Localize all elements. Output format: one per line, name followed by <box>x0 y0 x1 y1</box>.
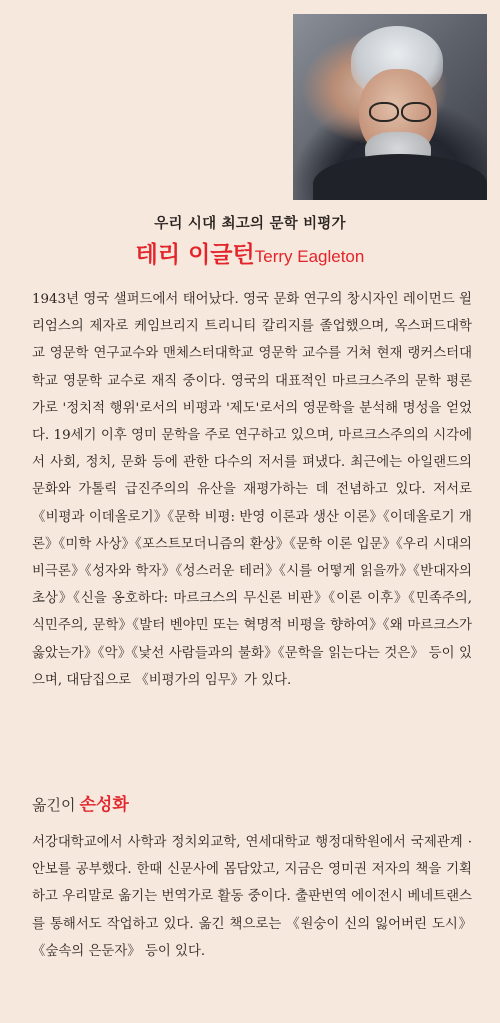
translator-heading <box>32 790 129 815</box>
translator-name: 손성화 <box>79 795 129 815</box>
author-photo <box>293 14 487 200</box>
translator-biography: 서강대학교에서 사학과 정치외교학, 연세대학교 행정대학원에서 국제관계 · 안보를 공부했다. 한때 신문사에 몸담았고, 지금은 영미권 저자의 책을 기획하고 우리말로 옮기는 번역가로 활동 중이다. 출판번역 에이전시 베네트랜스를 통해서도 작업하고 있다. 옮긴 책으로는 《원숭이 신의 잃어버린 도시》《숲속의 은둔자》 등이 있다. <box>32 835 472 959</box>
author-name <box>0 236 500 269</box>
author-name-english: Terry Eagleton <box>254 247 365 266</box>
author-name-korean: 테리 이글턴 <box>135 242 255 268</box>
author-subtitle: 우리 시대 최고의 문학 비평가 <box>154 216 346 232</box>
author-biography: 1943년 영국 샐퍼드에서 태어났다. 영국 문화 연구의 창시자인 레이먼드 윌리엄스의 제자로 케임브리지 트리니티 칼리지를 졸업했으며, 옥스퍼드대학교 영문학 연구교수와 맨체스터대학교 영문학 교수를 거쳐 현재 랭커스터대학교 영문학 교수로 재직 중이다. 영국의 대표적인 마르크스주의 문학 평론가로 '정치적 행위'로서의 비평과 '제도'로서의 영문학을 분석해 명성을 얻었다. 19세기 이후 영미 문학을 주로 연구하고 있으며, 마르크스주의의 시각에서 사회, 정치, 문화 등에 관한 다수의 저서를 펴냈다. 최근에는 아일랜드의 문화와 가톨릭 급진주의의 유산을 재평가하는 데 전념하고 있다. 저서로 《비평과 이데올로기》《문학 비평: 반영 이론과 생산 이론》《이데올로기 개론》《미학 사상》《포스트모더니즘의 환상》《문학 이론 입문》《우리 시대의 비극론》《성자와 학자》《성스러운 테러》《시를 어떻게 읽을까》《반대자의 초상》《신을 옹호하다: 마르크스의 무신론 비판》《이론 이후》《민족주의, 식민주의, 문학》《발터 벤야민 또는 혁명적 비평을 향하여》《왜 마르크스가 옳았는가》《악》《낯선 사람들과의 불화》《문학을 읽는다는 것은》 등이 있으며, 대담집으로 《비평가의 임무》가 있다. <box>32 292 472 688</box>
translator-label: 옮긴이 <box>32 796 76 814</box>
